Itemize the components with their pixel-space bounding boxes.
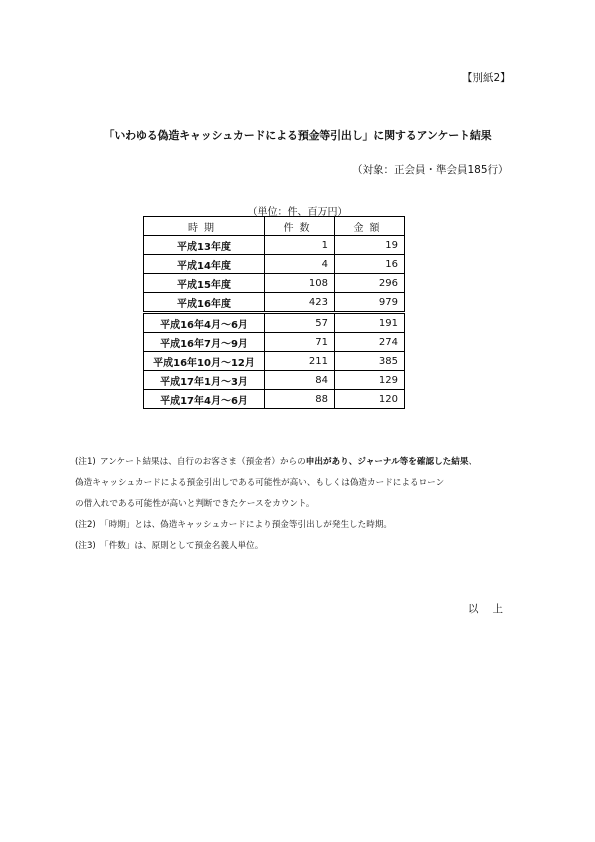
- amount-cell: 191: [335, 313, 405, 333]
- amount-cell: 979: [335, 293, 405, 313]
- count-cell: 108: [265, 274, 335, 293]
- header-amount: 金額: [335, 217, 405, 236]
- note-label: (注2): [75, 520, 96, 530]
- period-cell: 平成14年度: [144, 255, 265, 274]
- amount-cell: 274: [335, 333, 405, 352]
- table-row: [144, 352, 405, 371]
- amount-cell: 385: [335, 352, 405, 371]
- period-cell: 平成15年度: [144, 274, 265, 293]
- count-cell: 57: [265, 313, 335, 333]
- count-cell: 211: [265, 352, 335, 371]
- period-cell: 平成16年7月～9月: [144, 333, 265, 352]
- count-cell: 84: [265, 371, 335, 390]
- note-emphasis: 申出があり、ジャーナル等を確認した結果: [305, 457, 469, 467]
- attachment-label: 【別紙2】: [462, 72, 511, 84]
- note-text: 「時期」とは、偽造キャッシュカードにより預金等引出しが発生した時期。: [100, 520, 393, 530]
- amount-cell: 16: [335, 255, 405, 274]
- amount-cell: 296: [335, 274, 405, 293]
- period-cell: 平成17年1月～3月: [144, 371, 265, 390]
- note-text: アンケート結果は、自行のお客さま（預金者）からの: [100, 457, 306, 467]
- period-cell: 平成13年度: [144, 236, 265, 255]
- count-cell: 88: [265, 390, 335, 409]
- note-label: (注3): [75, 541, 96, 551]
- period-cell: 平成16年度: [144, 293, 265, 313]
- table-row: [144, 371, 405, 390]
- table-row: [144, 255, 405, 274]
- amount-cell: 129: [335, 371, 405, 390]
- note-1: [75, 452, 477, 473]
- count-cell: 423: [265, 293, 335, 313]
- unit-label: （単位：件、百万円）: [247, 207, 348, 218]
- table-header-row: [144, 217, 405, 236]
- table-row: [144, 293, 405, 313]
- period-cell: 平成16年4月～6月: [144, 313, 265, 333]
- amount-cell: 120: [335, 390, 405, 409]
- header-count: 件数: [265, 217, 335, 236]
- note-3: [75, 536, 477, 557]
- table-row: [144, 313, 405, 333]
- amount-cell: 19: [335, 236, 405, 255]
- survey-target: （対象：正会員・準会員185行）: [352, 164, 509, 176]
- count-cell: 71: [265, 333, 335, 352]
- table-row: [144, 390, 405, 409]
- table-row: [144, 333, 405, 352]
- table-row: [144, 236, 405, 255]
- header-period: 時期: [144, 217, 265, 236]
- results-table: [143, 216, 405, 409]
- note-text: 「件数」は、原則として預金名義人単位。: [100, 541, 264, 551]
- period-cell: 平成16年10月～12月: [144, 352, 265, 371]
- note-1-line-2: 偽造キャッシュカードによる預金引出しである可能性が高い、もしくは偽造カードによるローン: [75, 478, 445, 488]
- count-cell: 1: [265, 236, 335, 255]
- period-cell: 平成17年4月～6月: [144, 390, 265, 409]
- note-label: (注1): [75, 457, 96, 467]
- closing-mark: 以上: [468, 603, 517, 615]
- note-text: 、: [468, 457, 478, 467]
- note-1-line-3: の借入れである可能性が高いと判断できたケースをカウント。: [75, 499, 315, 509]
- count-cell: 4: [265, 255, 335, 274]
- document-title: 「いわゆる偽造キャッシュカードによる預金等引出し」に関するアンケート結果: [103, 129, 492, 142]
- table-row: [144, 274, 405, 293]
- notes-section: [75, 452, 477, 557]
- note-2: [75, 515, 477, 536]
